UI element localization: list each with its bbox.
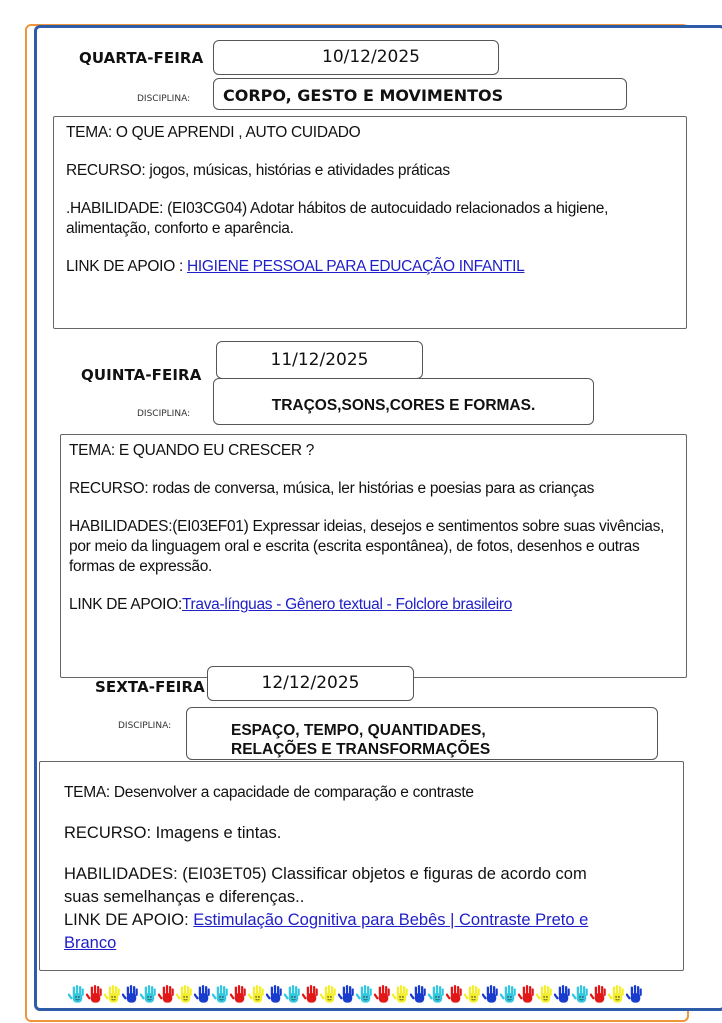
decorative-hands-border bbox=[68, 984, 668, 1008]
tema-text: TEMA: Desenvolver a capacidade de comparação e contraste bbox=[64, 784, 474, 801]
habilidade-text: HABILIDADES:(EI03EF01) Expressar ideias, desejos e sentimentos sobre suas vivências, por meio da linguagem oral e escrita (escrita espontânea), de fotos, desenhos e outras formas de expressão. bbox=[69, 518, 665, 575]
hand-print-icon bbox=[104, 984, 123, 1006]
hand-print-icon bbox=[140, 984, 159, 1006]
hand-print-icon bbox=[446, 984, 465, 1006]
discipline-label: DISCIPLINA: bbox=[137, 94, 191, 104]
discipline-line-2: RELAÇÕES E TRANSFORMAÇÕES bbox=[231, 741, 491, 758]
hand-print-icon bbox=[464, 984, 483, 1006]
hand-print-icon bbox=[356, 984, 375, 1006]
lesson-box-wednesday bbox=[53, 116, 687, 329]
lesson-box-thursday bbox=[60, 434, 687, 678]
link-line bbox=[66, 257, 674, 277]
link-line bbox=[64, 909, 659, 955]
hand-print-icon bbox=[230, 984, 249, 1006]
hand-print-icon bbox=[554, 984, 573, 1006]
support-link[interactable]: Trava-línguas - Gênero textual - Folclore brasileiro bbox=[181, 596, 513, 613]
habilidade-text: HABILIDADES: (EI03ET05) Classificar objetos e figuras de acordo com suas semelhanças e diferenças.. bbox=[64, 865, 587, 906]
date-text: 11/12/2025 bbox=[270, 350, 369, 370]
date-field-friday bbox=[207, 666, 414, 701]
discipline-label: DISCIPLINA: bbox=[118, 721, 172, 731]
link-label: LINK DE APOIO: bbox=[64, 911, 194, 929]
hand-print-icon bbox=[374, 984, 393, 1006]
hand-print-icon bbox=[266, 984, 285, 1006]
tema-text: TEMA: E QUANDO EU CRESCER ? bbox=[69, 442, 315, 459]
hand-print-icon bbox=[482, 984, 501, 1006]
support-link[interactable]: HIGIENE PESSOAL PARA EDUCAÇÃO INFANTIL bbox=[186, 258, 525, 275]
hand-print-icon bbox=[176, 984, 195, 1006]
weekday-label-thursday: QUINTA-FEIRA bbox=[81, 366, 202, 384]
link-line bbox=[69, 595, 678, 615]
date-text: 10/12/2025 bbox=[322, 47, 420, 67]
hand-print-icon bbox=[518, 984, 537, 1006]
discipline-text: CORPO, GESTO E MOVIMENTOS bbox=[223, 86, 504, 105]
lesson-box-friday bbox=[39, 761, 684, 971]
recurso-text: RECURSO: rodas de conversa, música, ler histórias e poesias para as crianças bbox=[69, 480, 595, 497]
hand-print-icon bbox=[572, 984, 591, 1006]
recurso-text: RECURSO: Imagens e tintas. bbox=[64, 824, 282, 842]
weekday-label-wednesday: QUARTA-FEIRA bbox=[79, 49, 204, 67]
date-field-thursday bbox=[216, 341, 423, 379]
hand-print-icon bbox=[212, 984, 231, 1006]
discipline-field-wednesday bbox=[213, 78, 627, 110]
hand-print-icon bbox=[302, 984, 321, 1006]
discipline-text: TRAÇOS,SONS,CORES E FORMAS. bbox=[271, 397, 536, 414]
hand-print-icon bbox=[248, 984, 267, 1006]
tema-text: TEMA: O QUE APRENDI , AUTO CUIDADO bbox=[66, 124, 361, 141]
weekday-label-friday: SEXTA-FEIRA bbox=[95, 678, 205, 696]
hand-print-icon bbox=[590, 984, 609, 1006]
recurso-text: RECURSO: jogos, músicas, histórias e atividades práticas bbox=[66, 162, 450, 179]
discipline-field-friday bbox=[186, 707, 658, 760]
link-label: LINK DE APOIO : bbox=[66, 258, 187, 275]
support-link[interactable]: Estimulação Cognitiva para Bebês | Contraste Preto e Branco bbox=[64, 911, 589, 952]
hand-print-icon bbox=[320, 984, 339, 1006]
hand-print-icon bbox=[626, 984, 645, 1006]
hand-print-icon bbox=[86, 984, 105, 1006]
discipline-field-thursday bbox=[213, 378, 594, 425]
hand-print-icon bbox=[158, 984, 177, 1006]
hand-print-icon bbox=[68, 984, 87, 1006]
hand-print-icon bbox=[536, 984, 555, 1006]
hand-print-icon bbox=[410, 984, 429, 1006]
link-label: LINK DE APOIO: bbox=[69, 596, 182, 613]
date-field-wednesday bbox=[213, 40, 499, 75]
hand-print-icon bbox=[194, 984, 213, 1006]
hand-print-icon bbox=[608, 984, 627, 1006]
hand-print-icon bbox=[428, 984, 447, 1006]
date-text: 12/12/2025 bbox=[261, 673, 360, 693]
discipline-line-1: ESPAÇO, TEMPO, QUANTIDADES, bbox=[231, 722, 486, 739]
hand-print-icon bbox=[284, 984, 303, 1006]
hand-print-icon bbox=[338, 984, 357, 1006]
hand-print-icon bbox=[122, 984, 141, 1006]
hand-print-icon bbox=[392, 984, 411, 1006]
discipline-text bbox=[231, 721, 490, 759]
discipline-label: DISCIPLINA: bbox=[137, 409, 191, 419]
hand-print-icon bbox=[500, 984, 519, 1006]
habilidade-text: .HABILIDADE: (EI03CG04) Adotar hábitos de autocuidado relacionados a higiene, alimentação, conforto e aparência. bbox=[66, 200, 609, 237]
